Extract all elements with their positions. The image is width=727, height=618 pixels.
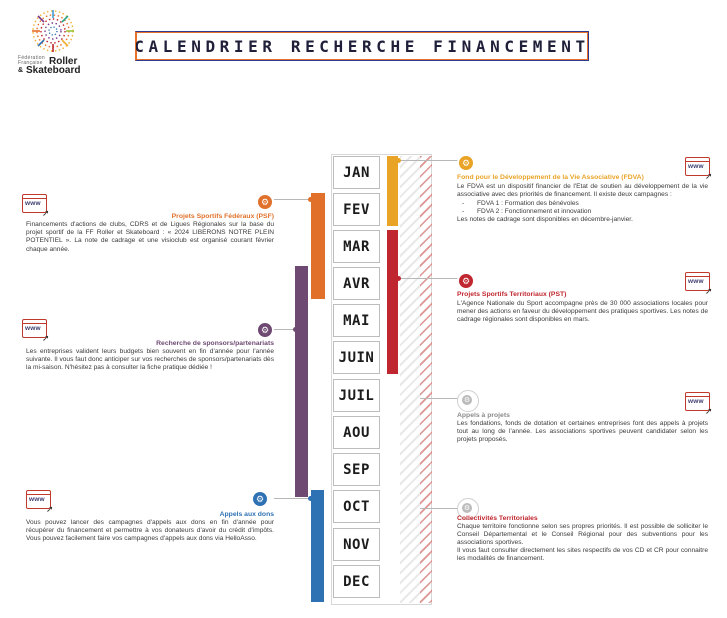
pst-period-bar: [387, 230, 398, 374]
www-label: www: [688, 278, 704, 285]
fdva-item-2: - FDVA 2 : Fonctionnement et innovation: [462, 208, 592, 215]
cursor-icon: ➚: [46, 504, 54, 514]
psf-connector: [274, 199, 311, 200]
psf-text: Financements d'actions de clubs, CDRS et de Ligues Régionales sur la base du projet sportif de la FF Roller et Skateboard : « 2024 LIBERONS NOTRE PLEIN POTENTIEL ». La note de cadrage et une visioclub est organisé courant février chaque année.: [26, 221, 274, 253]
collectivites-heading: Collectivités Territoriales: [457, 515, 538, 522]
collectivites-text-2: Il vous faut consulter directement les sites respectifs de vos CD et CR pour connaitre les modalités de financement.: [457, 547, 708, 563]
fdva-period-bar: [387, 156, 398, 226]
cursor-icon: ➚: [42, 208, 50, 218]
appels-projets-www-icon[interactable]: [685, 392, 713, 416]
sponsors-connector-dot: [293, 327, 298, 332]
dons-connector: [274, 498, 311, 499]
dons-text: Vous pouvez lancer des campagnes d'appels aux dons en fin d'année pour récupérer du financement et permettre à vos donateurs d'avoir du crédit d'impôts. Vous pouvez facilement faire vos campagnes d'appels aux dons via HelloAsso.: [26, 519, 274, 543]
fdva-heading: Fond pour le Développement de la Vie Associative (FDVA): [457, 174, 644, 181]
cursor-icon: ➚: [705, 286, 713, 296]
psf-period-bar: [311, 193, 325, 299]
month-apr: AVR: [333, 267, 380, 300]
month-dec: DEC: [333, 565, 380, 598]
fdva-note: Les notes de cadrage sont disponibles en décembre-janvier.: [457, 216, 633, 223]
pst-heading: Projets Sportifs Territoriaux (PST): [457, 291, 567, 298]
fdva-www-icon[interactable]: [685, 157, 713, 181]
collectivites-gear-icon: ⚙: [460, 501, 474, 515]
cursor-icon: ➚: [705, 171, 713, 181]
www-label: www: [25, 325, 41, 332]
logo-line-2: Française: [18, 60, 43, 66]
collectivites-connector: [420, 508, 458, 509]
pst-connector: [398, 278, 458, 279]
ffrs-logo: [14, 8, 82, 74]
page-title: CALENDRIER RECHERCHE FINANCEMENT: [134, 36, 590, 56]
sponsors-heading: Recherche de sponsors/partenariats: [156, 340, 274, 347]
www-label: www: [688, 163, 704, 170]
month-jan: JAN: [333, 156, 380, 189]
month-may: MAI: [333, 304, 380, 337]
logo-skateboard: Skateboard: [26, 65, 81, 76]
psf-www-icon[interactable]: [22, 194, 50, 218]
month-nov: NOV: [333, 528, 380, 561]
fdva-gear-icon: ⚙: [457, 154, 475, 172]
logo-ampersand: &: [18, 67, 24, 74]
month-oct: OCT: [333, 490, 380, 523]
pst-gear-icon: ⚙: [457, 272, 475, 290]
fdva-item-1-text: FDVA 1 : Formation des bénévoles: [477, 200, 579, 207]
dons-connector-dot: [308, 496, 313, 501]
appels-projets-text: Les fondations, fonds de dotation et certaines entreprises font des appels à projets tout au long de l'année. Les associations sportives peuvent candidater selon les projets proposés.: [457, 420, 708, 444]
logo-burst-icon: [30, 8, 76, 54]
month-jul: JUIL: [333, 379, 380, 412]
month-feb: FEV: [333, 193, 380, 226]
dons-gear-icon: ⚙: [251, 490, 269, 508]
sponsors-www-icon[interactable]: [22, 319, 50, 343]
sponsors-period-bar: [295, 266, 308, 497]
psf-connector-dot: [308, 197, 313, 202]
month-jun: JUIN: [333, 341, 380, 374]
logo-roller: Roller: [49, 56, 78, 67]
cursor-icon: ➚: [705, 406, 713, 416]
month-mar: MAR: [333, 230, 380, 263]
pst-www-icon[interactable]: [685, 272, 713, 296]
title-box: [136, 32, 588, 60]
pst-text: L'Agence Nationale du Sport accompagne près de 30 000 associations locales pour mener des actions en faveur du développement des pratiques sportives. Les notes de cadrage régionales sont disponibles en mars.: [457, 300, 708, 324]
fdva-item-1: - FDVA 1 : Formation des bénévoles: [462, 200, 579, 207]
appels-projets-connector: [420, 398, 458, 399]
fdva-text: Le FDVA est un dispositif financier de l'Etat de soutien au développement de la vie associative avec des priorités de financement. Il existe deux campagnes :: [457, 183, 708, 199]
dons-heading: Appels aux dons: [219, 511, 274, 518]
month-aug: AOU: [333, 416, 380, 449]
logo-line-1: Fédération: [18, 55, 45, 61]
psf-heading: Projets Sportifs Fédéraux (PSF): [171, 213, 274, 220]
fdva-connector-dot: [396, 158, 401, 163]
hatch-pattern-red: [420, 156, 432, 603]
www-label: www: [688, 398, 704, 405]
psf-gear-icon: ⚙: [256, 193, 274, 211]
month-sep: SEP: [333, 453, 380, 486]
dons-www-icon[interactable]: [26, 490, 54, 514]
sponsors-gear-icon: ⚙: [256, 321, 274, 339]
sponsors-text: Les entreprises valident leurs budgets bien souvent en fin d'année pour l'année suivante. Il vous faut donc anticiper sur vos recherches de sponsors/partenariats dès la mi-saison. N'hésitez pas à consulter la fiche pratique dédiée !: [26, 348, 274, 372]
collectivites-text: Chaque territoire fonctionne selon ses propres priorités. Il est possible de solliciter le Conseil Départemental et le Conseil Régional pour des subventions pour les associations sportives.: [457, 523, 708, 547]
fdva-connector: [398, 160, 458, 161]
cursor-icon: ➚: [42, 333, 50, 343]
dons-period-bar: [311, 490, 324, 602]
appels-projets-gear-icon: ⚙: [460, 393, 474, 407]
appels-projets-heading: Appels à projets: [457, 412, 510, 419]
www-label: www: [29, 496, 45, 503]
pst-connector-dot: [396, 276, 401, 281]
www-label: www: [25, 200, 41, 207]
fdva-item-2-text: FDVA 2 : Fonctionnement et innovation: [477, 208, 592, 215]
